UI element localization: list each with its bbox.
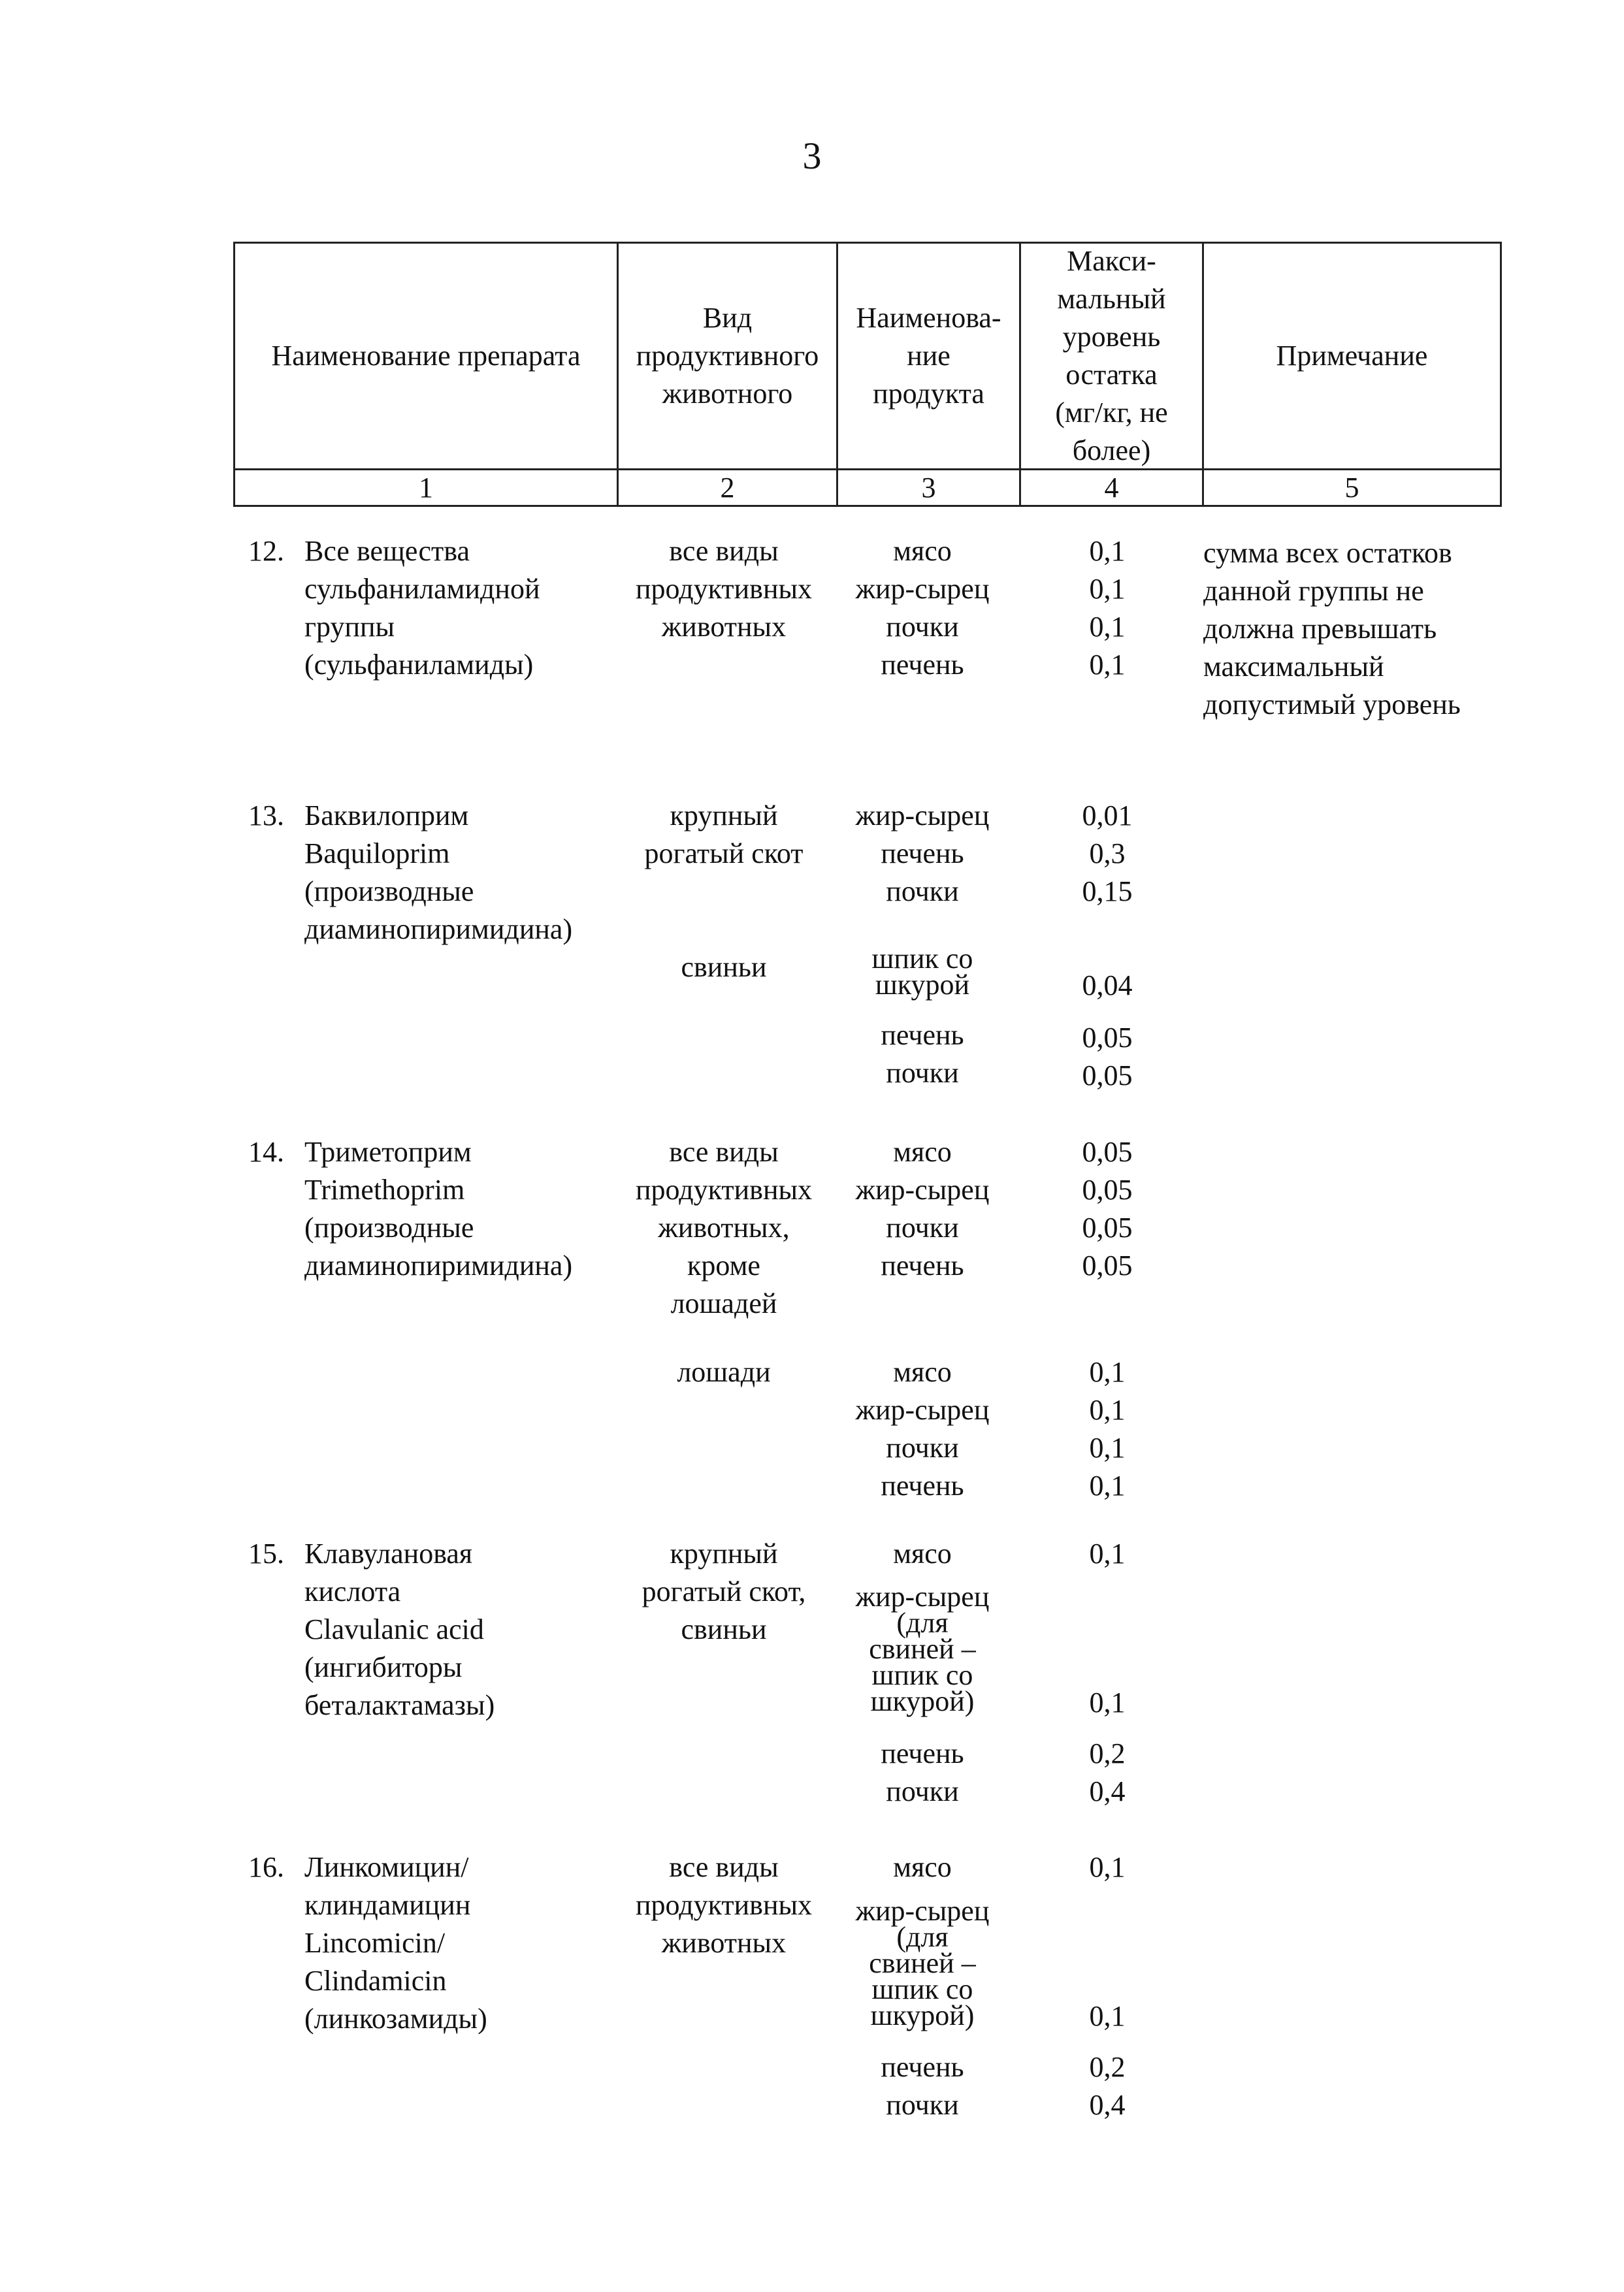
header-num-2: 2 [619,468,838,507]
note-line: максимальный [1203,651,1384,683]
product-cell: шкурой) [870,1999,975,2031]
animal-line: все виды [669,1136,779,1168]
residue-value: 0,1 [1089,1470,1126,1502]
header-num-3: 3 [838,468,1021,507]
residue-value: 0,04 [1082,969,1133,1001]
drug-name-line: Clavulanic acid [304,1613,484,1645]
animal-line: свиньи [681,951,767,983]
residue-value: 0,05 [1082,1174,1133,1206]
drug-name-line: Trimethoprim [304,1174,465,1206]
product-cell: (для [896,1921,949,1953]
drug-name-line: диаминопиримидина) [304,1250,573,1282]
product-cell: шпик со [871,1973,973,2005]
drug-name-line: сульфаниламидной [304,573,540,605]
drug-name-line: Baquiloprim [304,837,450,869]
animal-line: продуктивных [635,573,813,605]
product-cell: свиней – [869,1633,976,1665]
residue-value: 0,05 [1082,1250,1133,1282]
residue-value: 0,05 [1082,1212,1133,1244]
drug-name-line: Баквилоприм [304,799,469,831]
product-cell: (для [896,1607,949,1639]
product-cell: печень [881,1019,964,1051]
residue-value: 0,1 [1089,1851,1126,1883]
product-cell: шкурой) [870,1685,975,1717]
header-col-drug-name: Наименование препарата [235,244,619,468]
product-cell: жир-сырец [855,573,990,605]
animal-line: свиньи [681,1613,767,1645]
residue-value: 0,01 [1082,799,1133,831]
product-cell: печень [881,837,964,869]
residue-value: 0,05 [1082,1022,1133,1054]
product-cell: почки [886,2089,959,2121]
product-cell: печень [881,1470,964,1502]
entry-number: 15. [248,1538,284,1570]
product-cell: мясо [893,1136,952,1168]
drug-name-line: Клавулановая [304,1538,473,1570]
product-cell: почки [886,1212,959,1244]
residue-value: 0,1 [1089,1356,1126,1388]
product-cell: почки [886,1432,959,1464]
drug-name-line: группы [304,611,395,643]
note-line: допустимый уровень [1203,688,1461,720]
residue-value: 0,2 [1089,2051,1126,2083]
drug-name-line: (ингибиторы [304,1651,463,1683]
drug-name-line: беталактамазы) [304,1689,495,1721]
page-number: 3 [802,135,822,177]
note-line: сумма всех остатков [1203,537,1452,569]
residue-value: 0,3 [1089,837,1126,869]
drug-name-line: (линкозамиды) [304,2003,487,2035]
animal-line: лошадей [670,1287,777,1319]
animal-line: животных, [658,1212,790,1244]
residue-value: 0,1 [1089,1538,1126,1570]
entry-number: 12. [248,535,284,567]
product-cell: шпик со [871,943,973,975]
residue-value: 0,1 [1089,1432,1126,1464]
product-cell: жир-сырец [855,799,990,831]
note-line: данной группы не [1203,575,1424,607]
header-col-product: Наименова- ние продукта [838,244,1021,468]
drug-name-line: кислота [304,1575,401,1607]
drug-name-line: Линкомицин/ [304,1851,469,1883]
animal-line: все виды [669,535,779,567]
residue-value: 0,1 [1089,2000,1126,2032]
product-cell: печень [881,2051,964,2083]
drug-name-line: (сульфаниламиды) [304,649,534,681]
product-cell: печень [881,1250,964,1282]
product-cell: мясо [893,535,952,567]
drug-name-line: (производные [304,875,474,907]
product-cell: шкурой [875,969,970,1001]
entry-number: 16. [248,1851,284,1883]
residue-value: 0,1 [1089,1687,1126,1719]
product-cell: свиней – [869,1947,976,1979]
header-num-5: 5 [1204,468,1500,507]
product-cell: мясо [893,1356,952,1388]
product-cell: печень [881,1737,964,1769]
drug-name-line: Все вещества [304,535,470,567]
residue-value: 0,05 [1082,1059,1133,1091]
animal-line: животных [661,1927,787,1959]
product-cell: мясо [893,1851,952,1883]
product-cell: почки [886,611,959,643]
residue-value: 0,4 [1089,2089,1126,2121]
product-cell: жир-сырец [855,1174,990,1206]
product-cell: печень [881,649,964,681]
drug-name-line: диаминопиримидина) [304,913,573,945]
drug-name-line: клиндамицин [304,1889,471,1921]
header-col-animal: Вид продуктивного животного [619,244,838,468]
residue-value: 0,1 [1089,611,1126,643]
header-num-4: 4 [1021,468,1204,507]
drug-name-line: Триметоприм [304,1136,472,1168]
product-cell: почки [886,875,959,907]
header-num-1: 1 [235,468,619,507]
residue-value: 0,05 [1082,1136,1133,1168]
product-cell: шпик со [871,1659,973,1691]
product-cell: почки [886,1775,959,1807]
residue-value: 0,1 [1089,573,1126,605]
table-header [233,242,1502,507]
entry-number: 13. [248,799,284,831]
note-line: должна превышать [1203,613,1437,645]
residue-value: 0,1 [1089,649,1126,681]
header-col-note: Примечание [1276,340,1428,372]
animal-line: продуктивных [635,1174,813,1206]
product-cell: жир-сырец [855,1581,990,1613]
animal-line: продуктивных [635,1889,813,1921]
residue-value: 0,2 [1089,1737,1126,1769]
product-cell: мясо [893,1538,952,1570]
animal-line: рогатый скот, [641,1575,806,1607]
animal-line: крупный [670,1538,778,1570]
animal-line: рогатый скот [644,837,804,869]
drug-name-line: (производные [304,1212,474,1244]
animal-line: лошади [677,1356,771,1388]
residue-value: 0,4 [1089,1775,1126,1807]
product-cell: почки [886,1057,959,1089]
product-cell: жир-сырец [855,1895,990,1927]
residue-value: 0,15 [1082,875,1133,907]
product-cell: жир-сырец [855,1394,990,1426]
residue-value: 0,1 [1089,1394,1126,1426]
animal-line: животных [661,611,787,643]
header-col-max-residue: Макси- мальный уровень остатка (мг/кг, не более) [1021,244,1204,468]
drug-name-line: Lincomicin/ [304,1927,446,1959]
animal-line: все виды [669,1851,779,1883]
animal-line: кроме [687,1250,760,1282]
residue-value: 0,1 [1089,535,1126,567]
animal-line: крупный [670,799,778,831]
drug-name-line: Clindamicin [304,1965,447,1997]
entry-number: 14. [248,1136,284,1168]
